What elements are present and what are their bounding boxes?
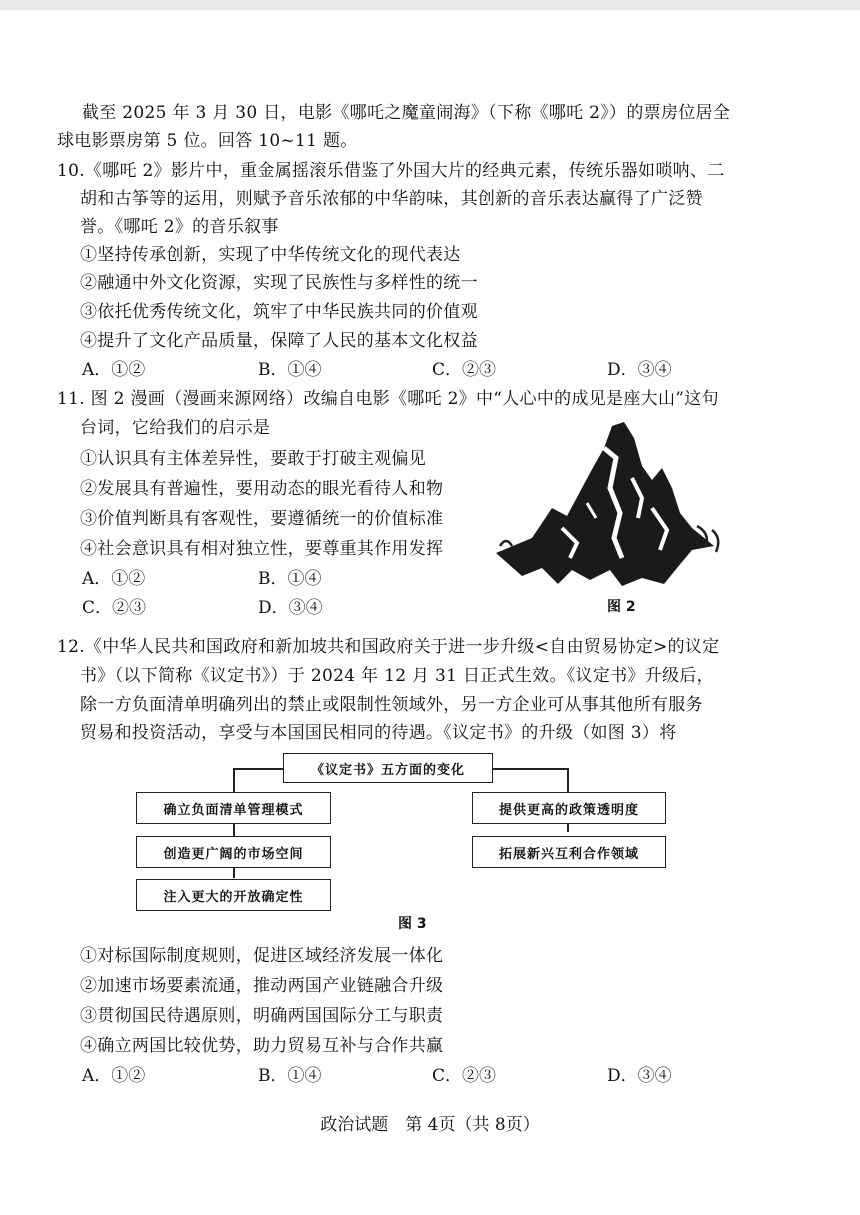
q10-option-c[interactable]: C．②③ xyxy=(432,360,497,380)
diagram-left-box-3: 注入更大的开放确定性 xyxy=(136,879,331,911)
connector-right-h xyxy=(493,768,568,770)
q12-item-4: ④确立两国比较优势，助力贸易互补与合作共赢 xyxy=(80,1036,444,1056)
q10-option-a[interactable]: A．①② xyxy=(82,360,146,380)
q12-item-3: ③贯彻国民待遇原则，明确两国国际分工与职责 xyxy=(80,1006,444,1026)
q11-option-d[interactable]: D．③④ xyxy=(258,598,323,618)
q12-stem-1: 12.《中华人民共和国政府和新加坡共和国政府关于进一步升级<自由贸易协定>的议定 xyxy=(57,637,720,657)
q11-item-2: ②发展具有普遍性，要用动态的眼光看待人和物 xyxy=(80,479,444,499)
q11-stem-2: 台词，它给我们的启示是 xyxy=(80,418,271,438)
q10-stem-3: 誉。《哪吒 2》的音乐叙事 xyxy=(80,217,279,237)
diagram-left-box-2: 创造更广阔的市场空间 xyxy=(136,836,331,868)
diagram-right-box-2: 拓展新兴互利合作领域 xyxy=(472,836,666,868)
diagram-right-box-1: 提供更高的政策透明度 xyxy=(472,792,666,824)
q11-stem-1: 11. 图 2 漫画（漫画来源网络）改编自电影《哪吒 2》中“人心中的成见是座大山”这句 xyxy=(57,389,719,409)
page-footer: 政治试题 第 4页（共 8页） xyxy=(320,1115,540,1135)
q11-item-4: ④社会意识具有相对独立性，要尊重其作用发挥 xyxy=(80,539,444,559)
q12-stem-4: 贸易和投资活动，享受与本国国民相同的待遇。《议定书》的升级（如图 3）将 xyxy=(80,723,677,743)
intro-line-2: 球电影票房第 5 位。回答 10~11 题。 xyxy=(57,131,358,151)
figure-3-caption: 图 3 xyxy=(398,916,427,932)
q11-item-1: ①认识具有主体差异性，要敢于打破主观偏见 xyxy=(80,449,426,469)
connector-left-h xyxy=(233,768,283,770)
mountain-cartoon xyxy=(492,418,728,590)
figure-2-caption: 图 2 xyxy=(607,599,636,615)
q12-option-a[interactable]: A．①② xyxy=(82,1066,146,1086)
q12-option-c[interactable]: C．②③ xyxy=(432,1066,497,1086)
intro-line-1: 截至 2025 年 3 月 30 日，电影《哪吒之魔童闹海》（下称《哪吒 2》）的票房位居全 xyxy=(82,103,731,123)
q10-item-1: ①坚持传承创新，实现了中华传统文化的现代表达 xyxy=(80,245,461,265)
q11-option-c[interactable]: C．②③ xyxy=(82,598,147,618)
q11-option-b[interactable]: B．①④ xyxy=(258,569,322,589)
q12-item-2: ②加速市场要素流通，推动两国产业链融合升级 xyxy=(80,976,444,996)
q10-option-d[interactable]: D．③④ xyxy=(607,360,672,380)
q10-item-3: ③依托优秀传统文化，筑牢了中华民族共同的价值观 xyxy=(80,302,478,322)
q12-stem-3: 除一方负面清单明确列出的禁止或限制性领域外，另一方企业可从事其他所有服务 xyxy=(80,695,703,715)
top-bar xyxy=(0,0,860,10)
q10-stem-2: 胡和古筝等的运用，则赋予音乐浓郁的中华韵味，其创新的音乐表达赢得了广泛赞 xyxy=(80,189,703,209)
diagram-root-box: 《议定书》五方面的变化 xyxy=(283,753,493,783)
q12-stem-2: 书》（以下简称《议定书》）于 2024 年 12 月 31 日正式生效。《议定书》升级后， xyxy=(80,666,714,686)
q11-option-a[interactable]: A．①② xyxy=(82,569,146,589)
q10-stem-1: 10.《哪吒 2》影片中，重金属摇滚乐借鉴了外国大片的经典元素，传统乐器如唢呐、二 xyxy=(57,161,725,181)
q10-item-4: ④提升了文化产品质量，保障了人民的基本文化权益 xyxy=(80,331,478,351)
q12-option-d[interactable]: D．③④ xyxy=(607,1066,672,1086)
q11-item-3: ③价值判断具有客观性，要遵循统一的价值标准 xyxy=(80,509,444,529)
q12-option-b[interactable]: B．①④ xyxy=(258,1066,322,1086)
q12-item-1: ①对标国际制度规则，促进区域经济发展一体化 xyxy=(80,946,444,966)
diagram-left-box-1: 确立负面清单管理模式 xyxy=(136,792,331,824)
q10-option-b[interactable]: B．①④ xyxy=(258,360,322,380)
q10-item-2: ②融通中外文化资源，实现了民族性与多样性的统一 xyxy=(80,273,478,293)
